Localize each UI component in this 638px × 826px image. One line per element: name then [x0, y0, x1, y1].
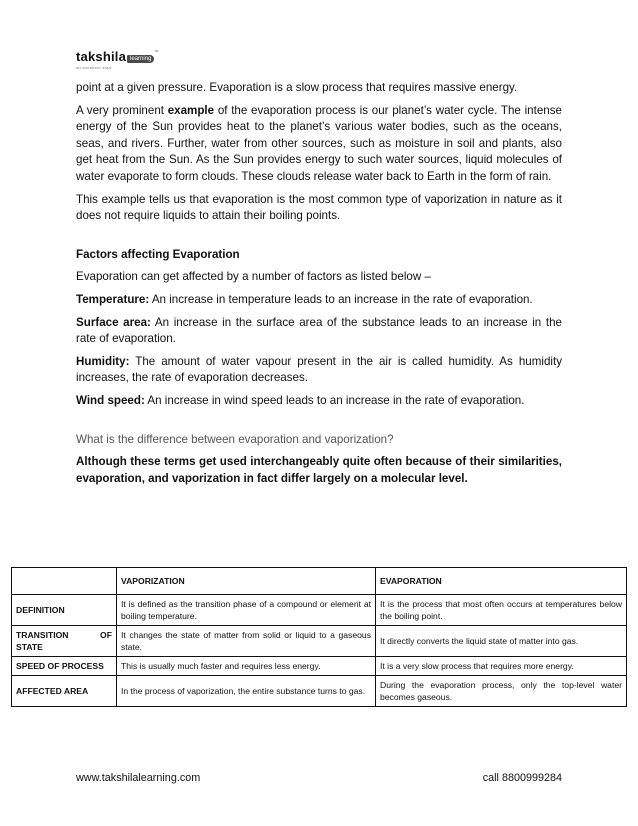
- factors-intro: Evaporation can get affected by a number of factors as listed below –: [76, 270, 431, 284]
- logo-badge: learning: [127, 55, 154, 63]
- difference-answer: Although these terms get used interchangeably quite often because of their similarities, evaporation, and vaporization in fact differ largely on a molecular level.: [76, 455, 562, 485]
- table-cell: It directly converts the liquid state of matter into gas.: [376, 626, 627, 657]
- factor-temperature: Temperature: An increase in temperature leads to an increase in the rate of evaporation.: [76, 292, 533, 306]
- factor-humidity: Humidity: The amount of water vapour present in the air is called humidity. As humidity increases, the rate of evaporation decreases.: [76, 354, 562, 385]
- document-body: [76, 80, 562, 493]
- table-row: [12, 657, 627, 676]
- company-logo: [76, 48, 158, 76]
- table-cell: In the process of vaporization, the entire substance turns to gas.: [117, 676, 376, 707]
- factor-surface-area: Surface area: An increase in the surface area of the substance leads to an increase in the rate of evaporation.: [76, 315, 562, 346]
- logo-wordmark: takshila: [76, 49, 127, 64]
- page-footer: [76, 772, 562, 784]
- table-cell: It is a very slow process that requires more energy.: [376, 657, 627, 676]
- table-header-cell: EVAPORATION: [376, 568, 627, 595]
- table-row: [12, 676, 627, 707]
- table-cell: It is the process that most often occurs at temperatures below the boiling point.: [376, 595, 627, 626]
- table-row: [12, 626, 627, 657]
- trademark-icon: ™: [154, 49, 159, 54]
- paragraph-common-vaporization: This example tells us that evaporation is the most common type of vaporization in nature as it does not require liquids to attain their boiling points.: [76, 192, 562, 223]
- table-row: [12, 595, 627, 626]
- row-label: AFFECTED AREA: [12, 676, 117, 707]
- table-header-row: [12, 568, 627, 595]
- example-keyword: example: [167, 103, 215, 117]
- paragraph-water-cycle: A very prominent example of the evaporation process is our planet’s water cycle. The intense energy of the Sun provides heat to the planet’s various water bodies, such as the oceans, seas, and rivers. Further, water from other sources, such as moisture in soil and plants, also get heat from the Sun. As the Sun provides energy to such water sources, liquid molecules of water evaporate to form clouds. These clouds release water back to Earth in the form of rain.: [76, 103, 562, 183]
- factors-heading: Factors affecting Evaporation: [76, 247, 240, 261]
- table-cell: This is usually much faster and requires less energy.: [117, 657, 376, 676]
- row-label: DEFINITION: [12, 595, 117, 626]
- table-header-cell: [12, 568, 117, 595]
- logo-tagline: an excellent start: [76, 65, 112, 70]
- table-cell: During the evaporation process, only the top-level water becomes gaseous.: [376, 676, 627, 707]
- table-cell: It changes the state of matter from solid or liquid to a gaseous state.: [117, 626, 376, 657]
- factor-wind-speed: Wind speed: An increase in wind speed leads to an increase in the rate of evaporation.: [76, 393, 525, 407]
- table-cell: It is defined as the transition phase of a compound or element at boiling temperature.: [117, 595, 376, 626]
- row-label: TRANSITION OF STATE: [12, 626, 117, 657]
- footer-website-link[interactable]: www.takshilalearning.com: [76, 772, 201, 784]
- comparison-table: [11, 567, 627, 707]
- paragraph-evaporation-intro: point at a given pressure. Evaporation is a slow process that requires massive energy.: [76, 81, 518, 94]
- difference-question: What is the difference between evaporation and vaporization?: [76, 432, 394, 446]
- row-label: SPEED OF PROCESS: [12, 657, 117, 676]
- footer-phone: call 8800999284: [482, 772, 562, 784]
- table-header-cell: VAPORIZATION: [117, 568, 376, 595]
